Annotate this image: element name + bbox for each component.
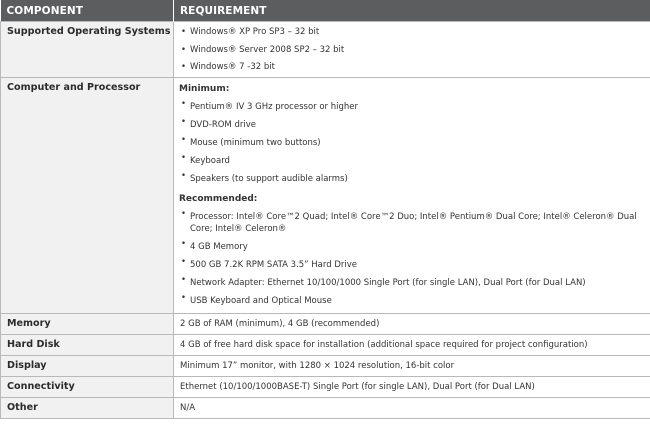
list-item: • Windows® Server 2008 SP2 – 32 bit bbox=[179, 42, 644, 60]
table-row bbox=[1, 376, 650, 397]
cpu-label: Computer and Processor bbox=[1, 77, 174, 313]
table-row bbox=[1, 313, 650, 334]
hard-disk-label: Hard Disk bbox=[1, 334, 174, 355]
recommended-heading: Recommended: bbox=[179, 193, 258, 204]
recommended-list bbox=[179, 208, 644, 310]
table-row bbox=[1, 397, 650, 418]
list-item: • Speakers (to support audible alarms) bbox=[179, 170, 644, 188]
connectivity-value: Ethernet (10/100/1000BASE-T) Single Port (for single LAN), Dual Port (for Dual LAN) bbox=[174, 376, 650, 397]
list-item: • Windows® XP Pro SP3 – 32 bit bbox=[179, 24, 644, 42]
table-row bbox=[1, 22, 650, 78]
os-value bbox=[174, 22, 650, 78]
component-header: COMPONENT bbox=[1, 0, 174, 22]
list-item: • Windows® 7 -32 bit bbox=[179, 59, 644, 77]
minimum-list bbox=[179, 98, 644, 188]
table-row bbox=[1, 355, 650, 376]
list-item: • 500 GB 7.2K RPM SATA 3.5” Hard Drive bbox=[179, 256, 644, 274]
list-item: • Keyboard bbox=[179, 152, 644, 170]
connectivity-label: Connectivity bbox=[1, 376, 174, 397]
list-item: • Mouse (minimum two buttons) bbox=[179, 134, 644, 152]
memory-value: 2 GB of RAM (minimum), 4 GB (recommended) bbox=[174, 313, 650, 334]
table-row bbox=[1, 334, 650, 355]
cpu-value bbox=[174, 77, 650, 313]
memory-label: Memory bbox=[1, 313, 174, 334]
display-label: Display bbox=[1, 355, 174, 376]
display-value: Minimum 17” monitor, with 1280 × 1024 resolution, 16-bit color bbox=[174, 355, 650, 376]
list-item: • Network Adapter: Ethernet 10/100/1000 Single Port (for single LAN), Dual Port (for Dual LAN) bbox=[179, 274, 644, 292]
other-value: N/A bbox=[174, 397, 650, 418]
list-item: • 4 GB Memory bbox=[179, 238, 644, 256]
list-item: • DVD-ROM drive bbox=[179, 116, 644, 134]
other-label: Other bbox=[1, 397, 174, 418]
requirement-header: REQUIREMENT bbox=[174, 0, 650, 22]
os-list bbox=[179, 22, 644, 77]
minimum-heading: Minimum: bbox=[179, 83, 230, 94]
list-item: • Processor: Intel® Core™2 Quad; Intel® Core™2 Duo; Intel® Pentium® Dual Core; Intel® Celeron® Dual Core; Intel® Celeron® bbox=[179, 208, 644, 238]
header-row bbox=[1, 0, 650, 22]
list-item: • Pentium® IV 3 GHz processor or higher bbox=[179, 98, 644, 116]
os-label: Supported Operating Systems bbox=[1, 22, 174, 78]
list-item: • USB Keyboard and Optical Mouse bbox=[179, 292, 644, 310]
table-row bbox=[1, 77, 650, 313]
hard-disk-value: 4 GB of free hard disk space for installation (additional space required for project configuration) bbox=[174, 334, 650, 355]
